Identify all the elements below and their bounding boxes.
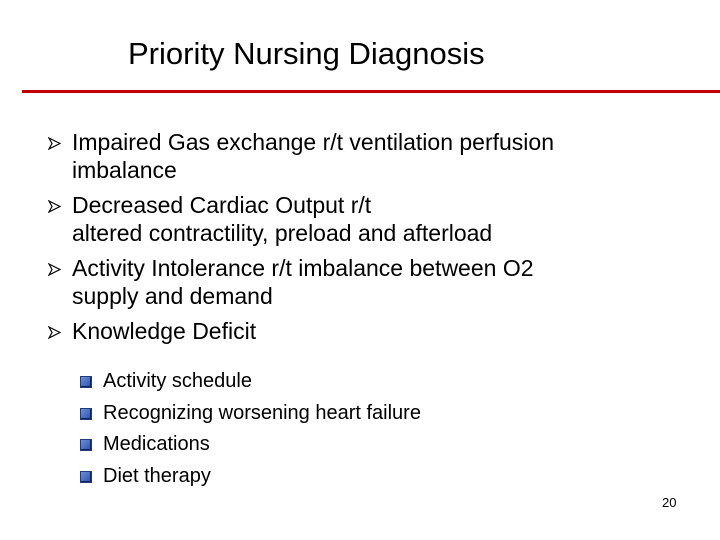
- list-item-line: Activity Intolerance r/t imbalance between O2: [72, 255, 534, 281]
- list-item-line: Knowledge Deficit: [72, 318, 257, 344]
- arrow-bullet-icon: [48, 137, 61, 150]
- list-item-line: Impaired Gas exchange r/t ventilation perfusion: [72, 129, 554, 155]
- square-bullet-icon: [80, 376, 92, 388]
- list-item-line: Decreased Cardiac Output r/t: [72, 192, 372, 218]
- sub-list-item-label: Activity schedule: [103, 370, 252, 392]
- arrow-bullet-icon: [48, 326, 61, 339]
- sub-list-item-label: Recognizing worsening heart failure: [103, 401, 421, 424]
- knowledge-deficit-sublist: [80, 366, 421, 492]
- slide-title: Priority Nursing Diagnosis: [128, 36, 485, 71]
- diagnosis-list: [48, 128, 698, 352]
- sub-list-item: [80, 366, 421, 398]
- list-item: [48, 317, 698, 345]
- list-item-line: supply and demand: [72, 283, 273, 309]
- title-divider: [22, 90, 720, 93]
- square-bullet-icon: [80, 439, 92, 451]
- sub-list-item: [80, 398, 421, 430]
- square-bullet-icon: [80, 408, 92, 420]
- sub-list-item: [80, 461, 421, 493]
- list-item: [48, 128, 698, 184]
- arrow-bullet-icon: [48, 200, 61, 213]
- list-item: [48, 191, 698, 247]
- list-item-line: imbalance: [72, 157, 177, 183]
- square-bullet-icon: [80, 471, 92, 483]
- arrow-bullet-icon: [48, 263, 61, 276]
- sub-list-item: [80, 429, 421, 461]
- list-item-line: altered contractility, preload and afterload: [72, 220, 493, 246]
- sub-list-item-label: Diet therapy: [103, 464, 211, 487]
- sub-list-item-label: Medications: [103, 433, 210, 455]
- list-item: [48, 254, 698, 310]
- page-number: 20: [662, 495, 677, 510]
